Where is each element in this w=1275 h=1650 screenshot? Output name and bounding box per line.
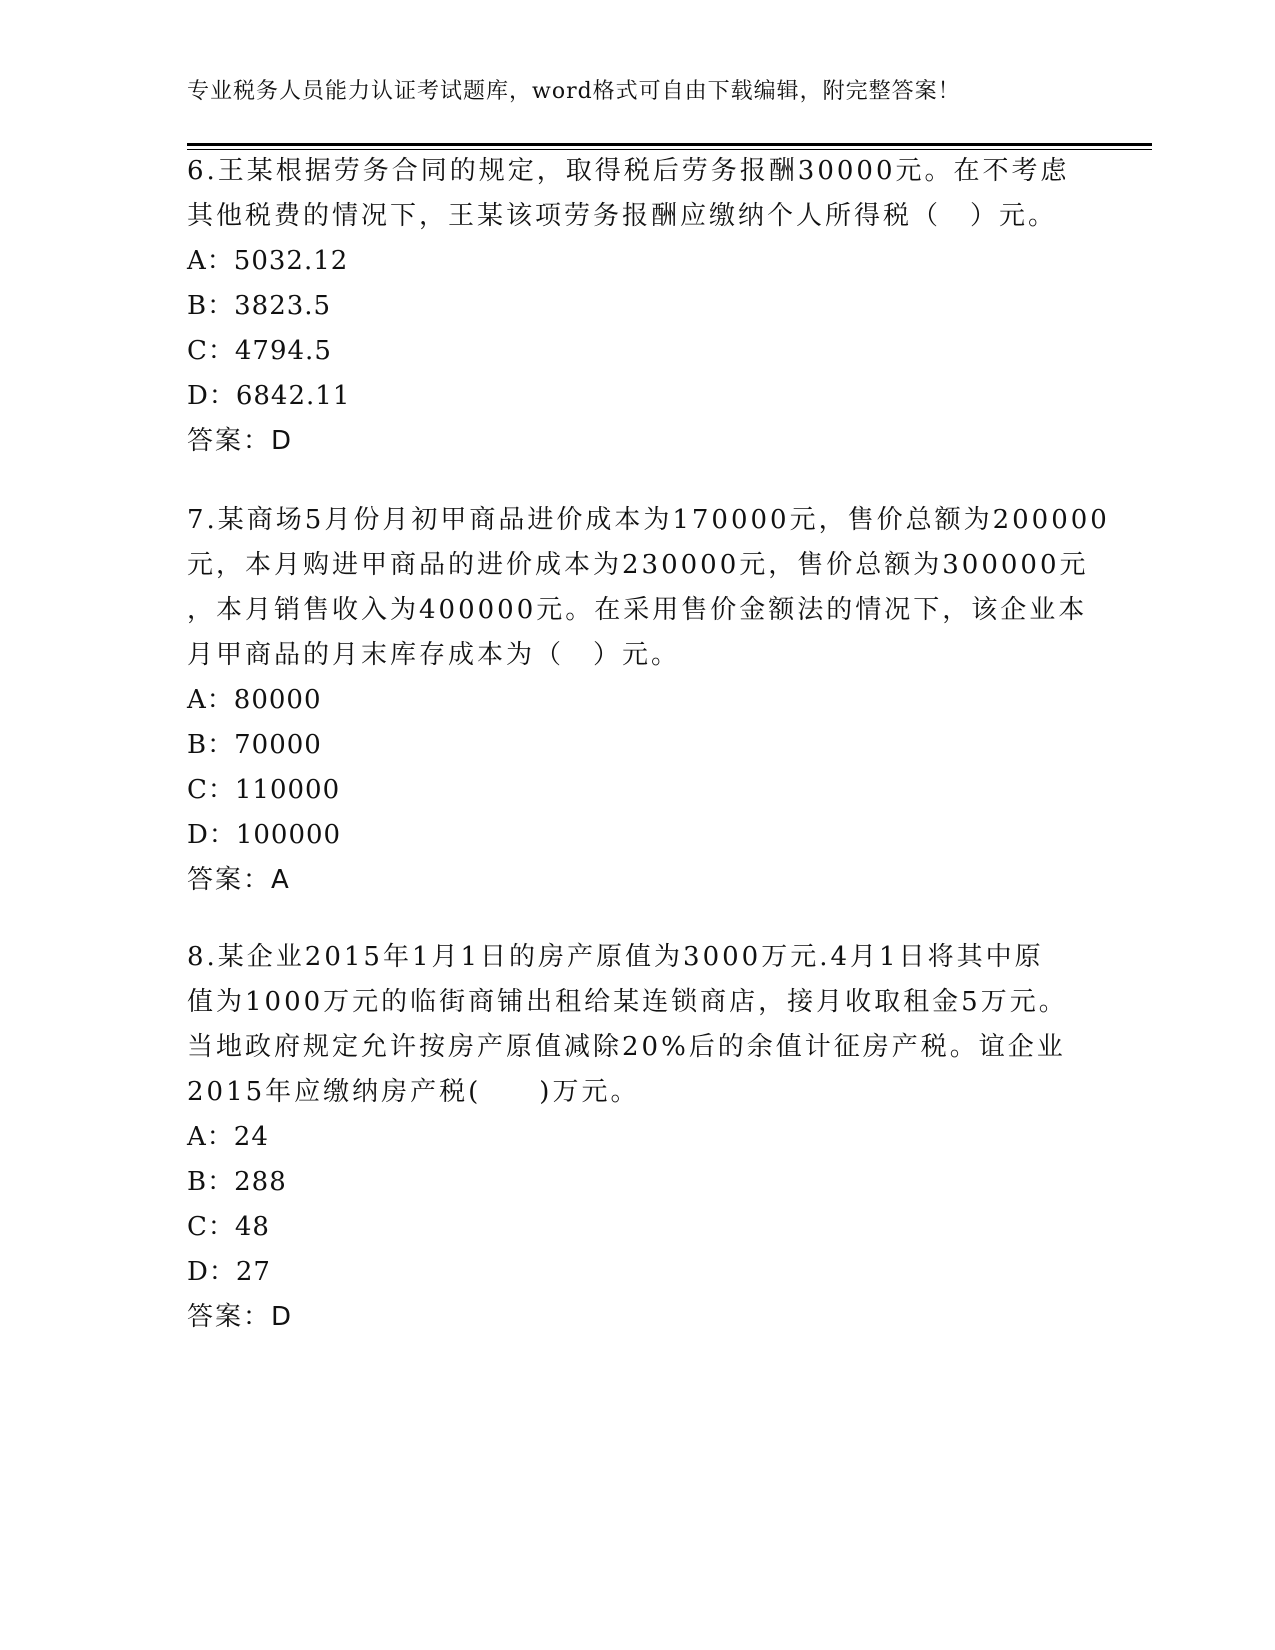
stem-line: 7.某商场5月份月初甲商品进价成本为170000元，售价总额为200000 [187,505,1110,535]
stem-line: 元，本月购进甲商品的进价成本为230000元，售价总额为300000元 [187,550,1089,580]
stem-line: 月甲商品的月末库存成本为（ ）元。 [187,640,681,670]
option-a: A：80000 [187,685,322,715]
option-c: C：48 [187,1212,270,1242]
option-c: C：4794.5 [187,336,332,366]
stem-line: 值为1000万元的临街商铺出租给某连锁商店，接月收取租金5万元。 [187,987,1068,1017]
answer-label: 答案：D [187,1302,294,1332]
stem-line: ，本月销售收入为400000元。在采用售价金额法的情况下，该企业本 [187,595,1088,625]
stem-line: 8.某企业2015年1月1日的房产原值为3000万元.4月1日将其中原 [187,942,1044,972]
stem-line: 其他税费的情况下，王某该项劳务报酬应缴纳个人所得税（ ）元。 [187,201,1058,231]
stem-line: 2015年应缴纳房产税( )万元。 [187,1077,640,1107]
option-d: D：100000 [187,820,342,850]
answer-label: 答案：A [187,865,291,895]
page-header: 专业税务人员能力认证考试题库，word格式可自由下载编辑，附完整答案！ [187,79,961,104]
option-d: D：27 [187,1257,271,1287]
option-a: A：5032.12 [187,246,349,276]
question-8 [187,935,1087,1340]
option-d: D：6842.11 [187,381,351,411]
question-7 [187,498,1110,903]
header-rule-thick [187,143,1152,146]
option-b: B：3823.5 [187,291,332,321]
option-c: C：110000 [187,775,341,805]
option-b: B：288 [187,1167,287,1197]
option-a: A：24 [187,1122,269,1152]
question-6 [187,149,1087,464]
question-stem [187,498,1110,678]
stem-line: 当地政府规定允许按房产原值减除20%后的余值计征房产税。谊企业 [187,1032,1066,1062]
stem-line: 6.王某根据劳务合同的规定，取得税后劳务报酬30000元。在不考虑 [187,156,1070,186]
question-stem [187,935,1087,1115]
answer-label: 答案：D [187,426,294,456]
question-stem [187,149,1087,239]
option-b: B：70000 [187,730,322,760]
